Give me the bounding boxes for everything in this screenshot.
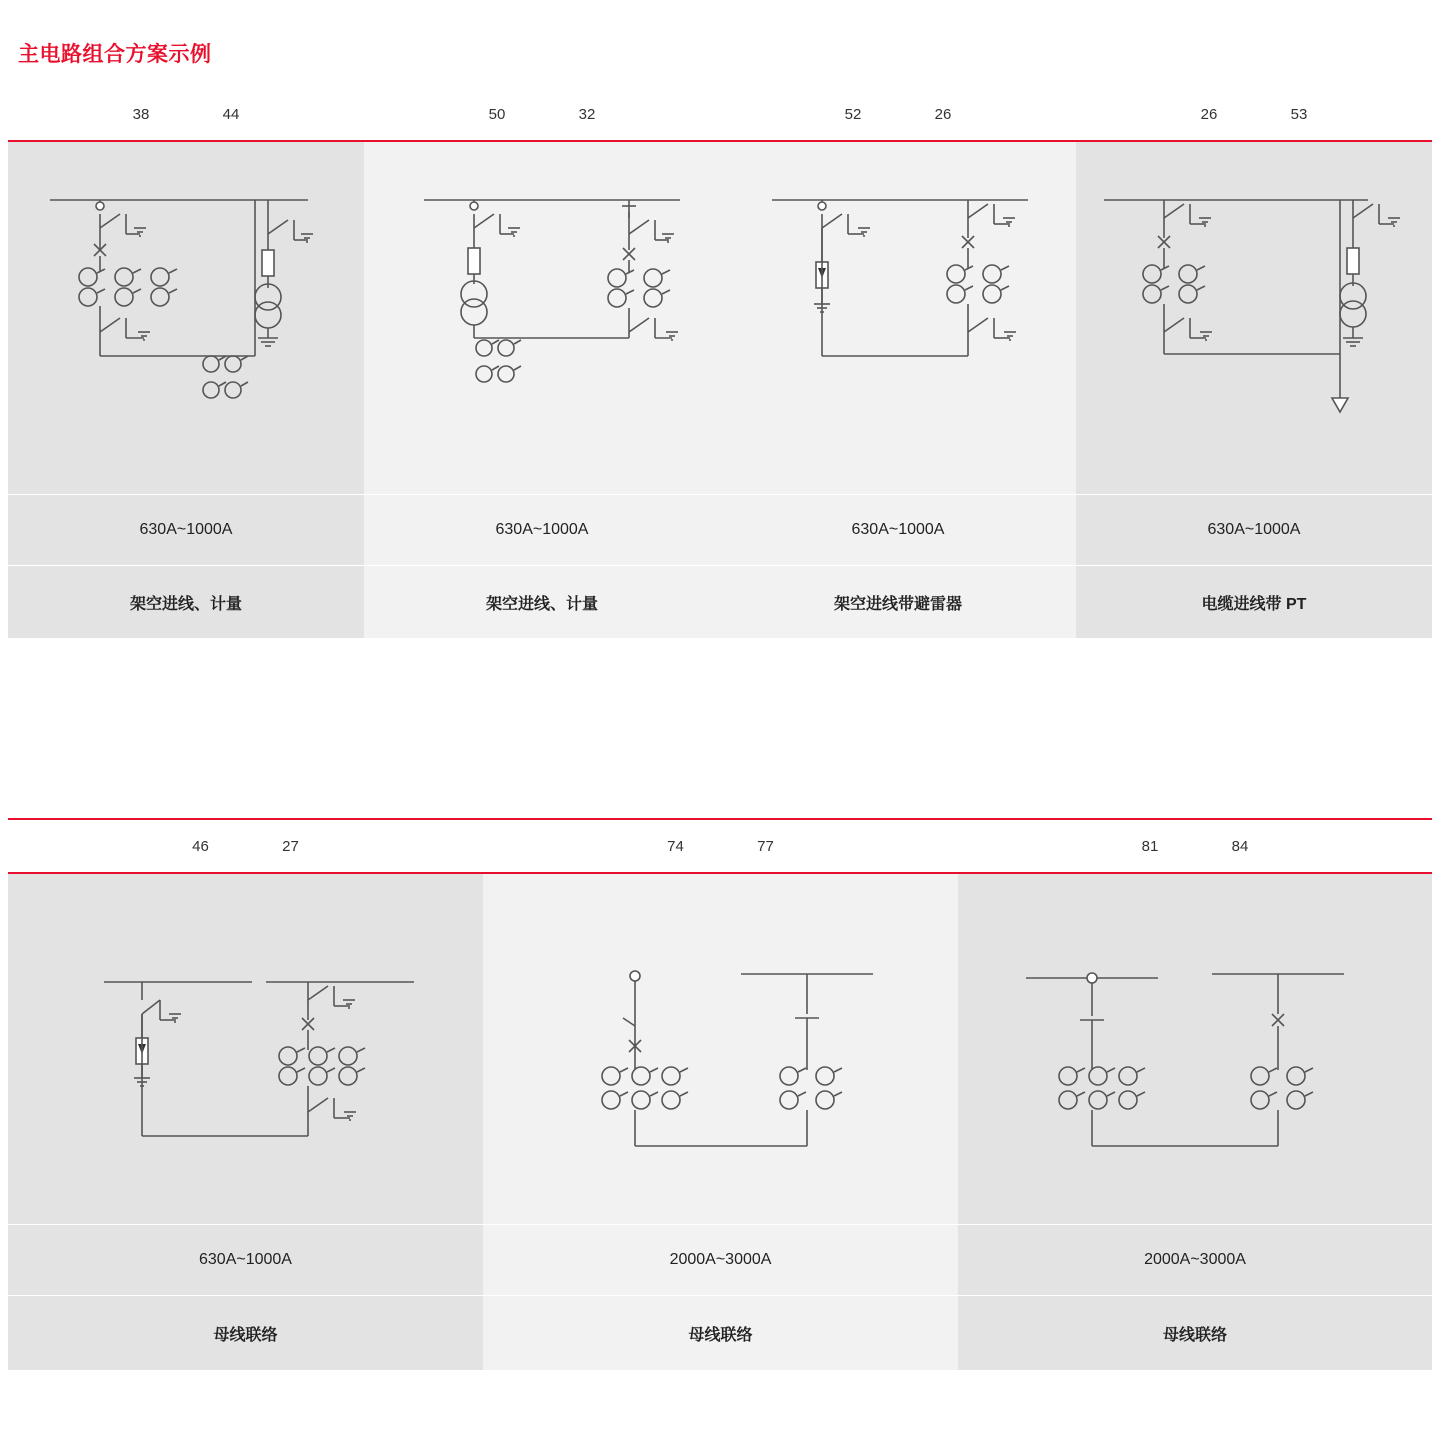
description-label: 架空进线、计量 — [364, 565, 720, 638]
circuit-diagram-bus-tie-630 — [8, 874, 483, 1224]
circuit-diagram-overhead-incoming-metering-1 — [8, 142, 364, 494]
rating-label: 630A~1000A — [1076, 494, 1432, 565]
number-right: 77 — [757, 837, 774, 855]
scheme-card[interactable] — [8, 142, 364, 638]
rating-label: 630A~1000A — [364, 494, 720, 565]
circuit-diagram-bus-tie-2000-b — [958, 874, 1432, 1224]
circuit-diagram-cable-incoming-pt — [1076, 142, 1432, 494]
number-left: 81 — [1141, 837, 1159, 855]
number-right: 44 — [222, 105, 240, 123]
number-cell — [8, 820, 483, 872]
number-right: 27 — [282, 837, 299, 855]
number-right: 53 — [1290, 105, 1308, 123]
scheme-card[interactable] — [720, 142, 1076, 638]
description-label: 架空进线带避雷器 — [720, 565, 1076, 638]
rating-label: 2000A~3000A — [483, 1224, 958, 1295]
rating-label: 630A~1000A — [8, 1224, 483, 1295]
rating-label: 2000A~3000A — [958, 1224, 1432, 1295]
number-left: 26 — [1200, 105, 1218, 123]
number-cell — [958, 820, 1432, 872]
description-label: 母线联络 — [958, 1295, 1432, 1370]
description-label: 母线联络 — [483, 1295, 958, 1370]
number-right: 26 — [934, 105, 952, 123]
number-right: 32 — [578, 105, 596, 123]
rating-label: 630A~1000A — [8, 494, 364, 565]
number-cell — [720, 88, 1076, 140]
number-left: 74 — [667, 837, 684, 855]
number-cell — [364, 88, 720, 140]
circuit-diagram-overhead-incoming-arrester — [720, 142, 1076, 494]
number-row — [8, 88, 1432, 140]
number-cell — [8, 88, 364, 140]
circuit-diagram-overhead-incoming-metering-2 — [364, 142, 720, 494]
scheme-card[interactable] — [364, 142, 720, 638]
number-cell — [483, 820, 958, 872]
number-cell — [1076, 88, 1432, 140]
scheme-card[interactable] — [8, 874, 483, 1370]
number-left: 46 — [192, 837, 209, 855]
description-label: 母线联络 — [8, 1295, 483, 1370]
scheme-card-list — [8, 872, 1432, 1370]
scheme-card[interactable] — [958, 874, 1432, 1370]
number-left: 50 — [488, 105, 506, 123]
scheme-section-2 — [8, 818, 1432, 1370]
number-left: 38 — [132, 105, 150, 123]
circuit-diagram-bus-tie-2000-a — [483, 874, 958, 1224]
scheme-card-list — [8, 140, 1432, 638]
rating-label: 630A~1000A — [720, 494, 1076, 565]
scheme-section-1 — [8, 88, 1432, 638]
page-title: 主电路组合方案示例 — [18, 43, 212, 66]
description-label: 电缆进线带 PT — [1076, 565, 1432, 638]
scheme-card[interactable] — [1076, 142, 1432, 638]
description-label: 架空进线、计量 — [8, 565, 364, 638]
number-row — [8, 820, 1432, 872]
number-right: 84 — [1231, 837, 1249, 855]
number-left: 52 — [844, 105, 862, 123]
scheme-card[interactable] — [483, 874, 958, 1370]
